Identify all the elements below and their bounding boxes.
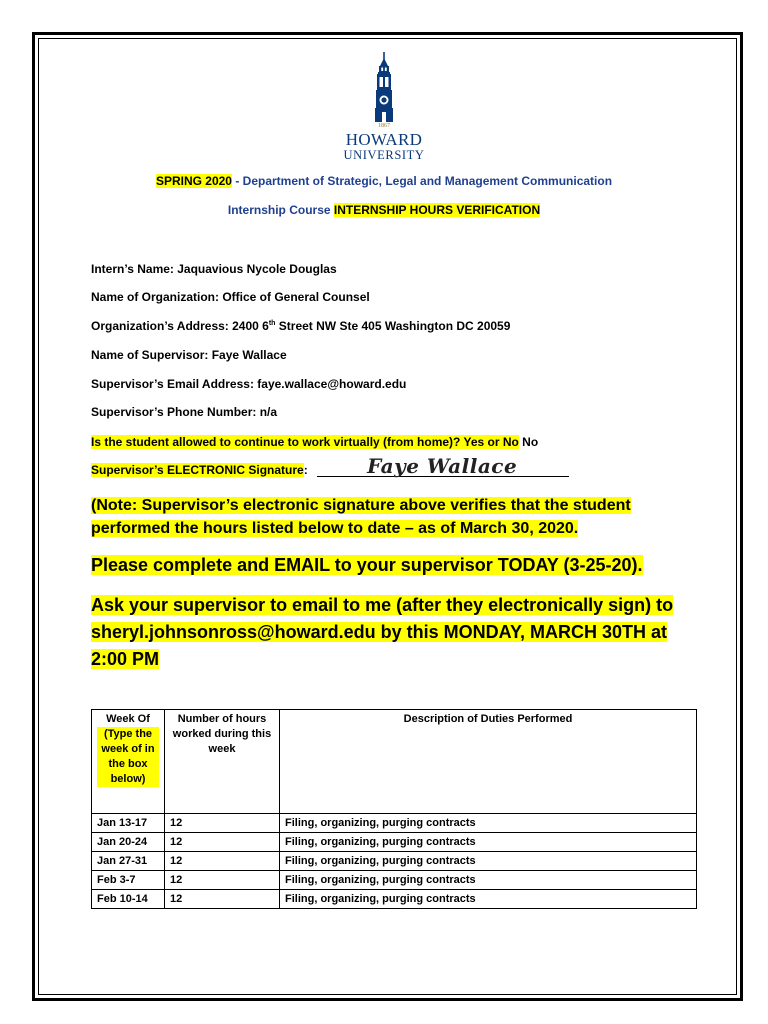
- duties-cell[interactable]: Filing, organizing, purging contracts: [280, 814, 697, 833]
- address-end: Street NW Ste 405 Washington DC 20059: [275, 319, 511, 333]
- table-row: [92, 871, 697, 890]
- column-week-hint: (Type the week of in the box below): [97, 727, 159, 787]
- duties-cell[interactable]: Filing, organizing, purging contracts: [280, 890, 697, 909]
- organization-field: Name of Organization: Office of General Counsel: [91, 290, 370, 304]
- deadline-instruction-text: Ask your supervisor to email to me (after they electronically sign) to sheryl.johnsonross@howard.edu by this MONDAY, MARCH 30TH at 2:00 PM: [91, 595, 674, 669]
- signature-label: Supervisor’s ELECTRONIC Signature: [91, 463, 304, 477]
- semester-highlight: SPRING 2020: [155, 174, 232, 188]
- hours-cell[interactable]: 12: [165, 814, 280, 833]
- course-prefix: Internship Course: [227, 203, 334, 217]
- signature-line[interactable]: [317, 454, 569, 478]
- virtual-work-field: [91, 435, 538, 449]
- supervisor-phone-field: Supervisor’s Phone Number: n/a: [91, 405, 278, 419]
- verification-note-text: (Note: Supervisor’s electronic signature above verifies that the student performed the hours listed below to date – as of March 30, 2020.: [91, 497, 631, 537]
- duties-cell[interactable]: Filing, organizing, purging contracts: [280, 871, 697, 890]
- logo-university: UNIVERSITY: [343, 148, 425, 162]
- table-header-row: [92, 710, 697, 814]
- email-instruction: [91, 552, 691, 578]
- header-separator: -: [231, 174, 243, 188]
- bell-tower-icon: [369, 52, 399, 122]
- week-cell[interactable]: Jan 20-24: [92, 833, 165, 852]
- table-row: [92, 833, 697, 852]
- logo-name: HOWARD: [345, 130, 423, 149]
- department-line: [0, 174, 768, 188]
- logo-year: 1867: [378, 123, 390, 129]
- university-logo: [340, 52, 428, 168]
- signature-value: Faye Wallace: [367, 454, 518, 478]
- address-start: Organization’s Address: 2400 6: [91, 319, 269, 333]
- signature-colon: :: [303, 463, 308, 477]
- column-duties: Description of Duties Performed: [280, 710, 697, 814]
- duties-cell[interactable]: Filing, organizing, purging contracts: [280, 833, 697, 852]
- address-ordinal: th: [268, 320, 276, 327]
- column-week-label: Week Of: [106, 713, 150, 725]
- intern-name-field: Intern’s Name: Jaquavious Nycole Douglas: [91, 262, 337, 276]
- duties-cell[interactable]: Filing, organizing, purging contracts: [280, 852, 697, 871]
- table-row: [92, 852, 697, 871]
- hours-cell[interactable]: 12: [165, 871, 280, 890]
- hours-cell[interactable]: 12: [165, 852, 280, 871]
- deadline-instruction: [91, 592, 691, 673]
- column-hours: Number of hours worked during this week: [165, 710, 280, 814]
- course-title: INTERNSHIP HOURS VERIFICATION: [333, 203, 541, 217]
- column-week: [92, 710, 165, 814]
- hours-table: [91, 709, 697, 909]
- course-line: [0, 203, 768, 217]
- week-cell[interactable]: Jan 13-17: [92, 814, 165, 833]
- hours-table-body: [92, 814, 697, 909]
- address-field: [91, 319, 510, 333]
- hours-cell[interactable]: 12: [165, 833, 280, 852]
- signature-field: [91, 454, 569, 478]
- table-row: [92, 814, 697, 833]
- week-cell[interactable]: Feb 3-7: [92, 871, 165, 890]
- supervisor-email-field: Supervisor’s Email Address: faye.wallace@howard.edu: [91, 377, 407, 391]
- hours-cell[interactable]: 12: [165, 890, 280, 909]
- week-cell[interactable]: Feb 10-14: [92, 890, 165, 909]
- table-row: [92, 890, 697, 909]
- email-instruction-text: Please complete and EMAIL to your supervisor TODAY (3-25-20).: [91, 555, 643, 575]
- virtual-work-question: Is the student allowed to continue to work virtually (from home)? Yes or No: [91, 435, 519, 449]
- virtual-work-answer: No: [518, 435, 539, 449]
- supervisor-field: Name of Supervisor: Faye Wallace: [91, 348, 287, 362]
- department-name: Department of Strategic, Legal and Management Communication: [242, 174, 613, 188]
- verification-note: [91, 494, 651, 540]
- week-cell[interactable]: Jan 27-31: [92, 852, 165, 871]
